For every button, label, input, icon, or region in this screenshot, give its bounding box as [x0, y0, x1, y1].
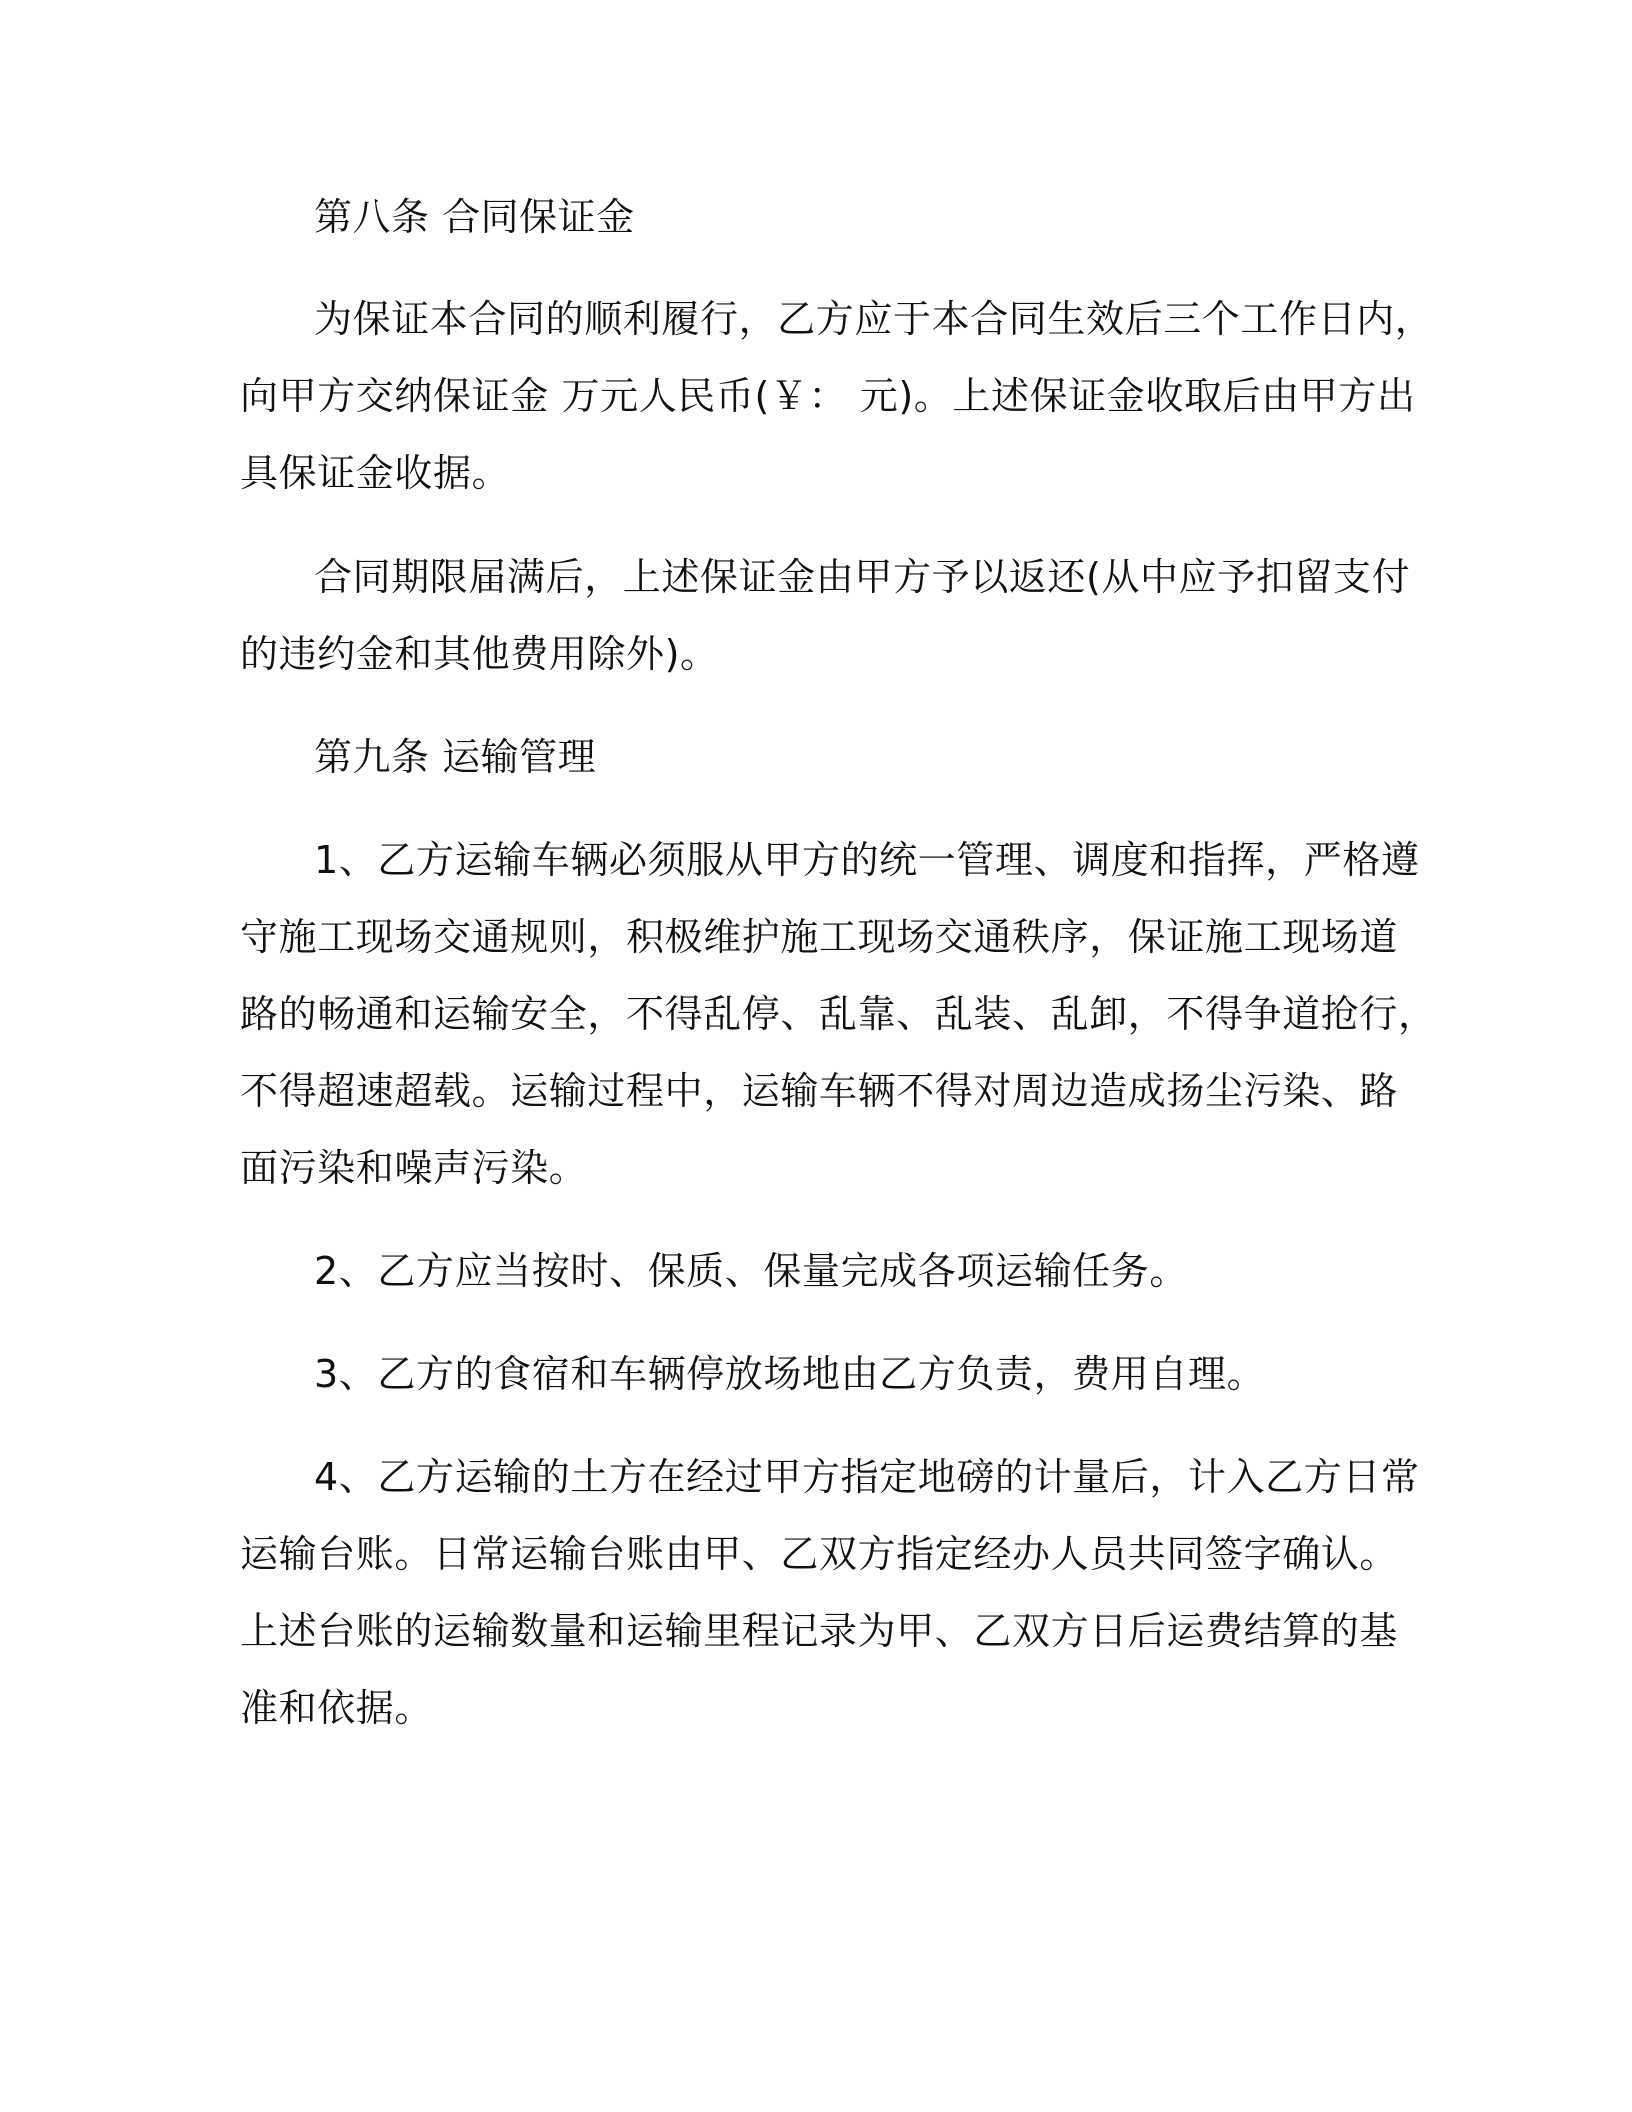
article8-para1-line1: 为保证本合同的顺利履行，乙方应于本合同生效后三个工作日内， — [314, 297, 1434, 341]
article9-item1-line4: 不得超速超载。运输过程中，运输车辆不得对周边造成扬尘污染、路 — [240, 1069, 1399, 1113]
article9-item1-line5: 面污染和噪声污染。 — [240, 1146, 588, 1190]
article9-item4-line1: 4、乙方运输的土方在经过甲方指定地磅的计量后，计入乙方日常 — [314, 1455, 1420, 1499]
article8-para1-line3: 具保证金收据。 — [240, 451, 511, 495]
article9-item4-line4: 准和依据。 — [240, 1686, 434, 1730]
article9-heading: 第九条 运输管理 — [314, 735, 597, 779]
article9-item1-line1: 1、乙方运输车辆必须服从甲方的统一管理、调度和指挥，严格遵 — [314, 838, 1420, 882]
article9-item2-line1: 2、乙方应当按时、保质、保量完成各项运输任务。 — [314, 1249, 1188, 1293]
article9-item1-line2: 守施工现场交通规则，积极维护施工现场交通秩序，保证施工现场道 — [240, 915, 1399, 959]
article9-item4-line2: 运输台账。日常运输台账由甲、乙双方指定经办人员共同签字确认。 — [240, 1532, 1399, 1576]
article8-para2-line1: 合同期限届满后，上述保证金由甲方予以返还(从中应予扣留支付 — [314, 555, 1411, 599]
article9-item1-line3: 路的畅通和运输安全，不得乱停、乱靠、乱装、乱卸，不得争道抢行， — [240, 992, 1437, 1036]
article9-item4-line3: 上述台账的运输数量和运输里程记录为甲、乙双方日后运费结算的基 — [240, 1609, 1399, 1653]
article8-para1-line2: 向甲方交纳保证金 万元人民币(￥： 元)。上述保证金收取后由甲方出 — [240, 374, 1416, 418]
article8-heading: 第八条 合同保证金 — [314, 195, 635, 239]
article9-item3-line1: 3、乙方的食宿和车辆停放场地由乙方负责，费用自理。 — [314, 1352, 1266, 1396]
article8-para2-line2: 的违约金和其他费用除外)。 — [240, 632, 719, 676]
